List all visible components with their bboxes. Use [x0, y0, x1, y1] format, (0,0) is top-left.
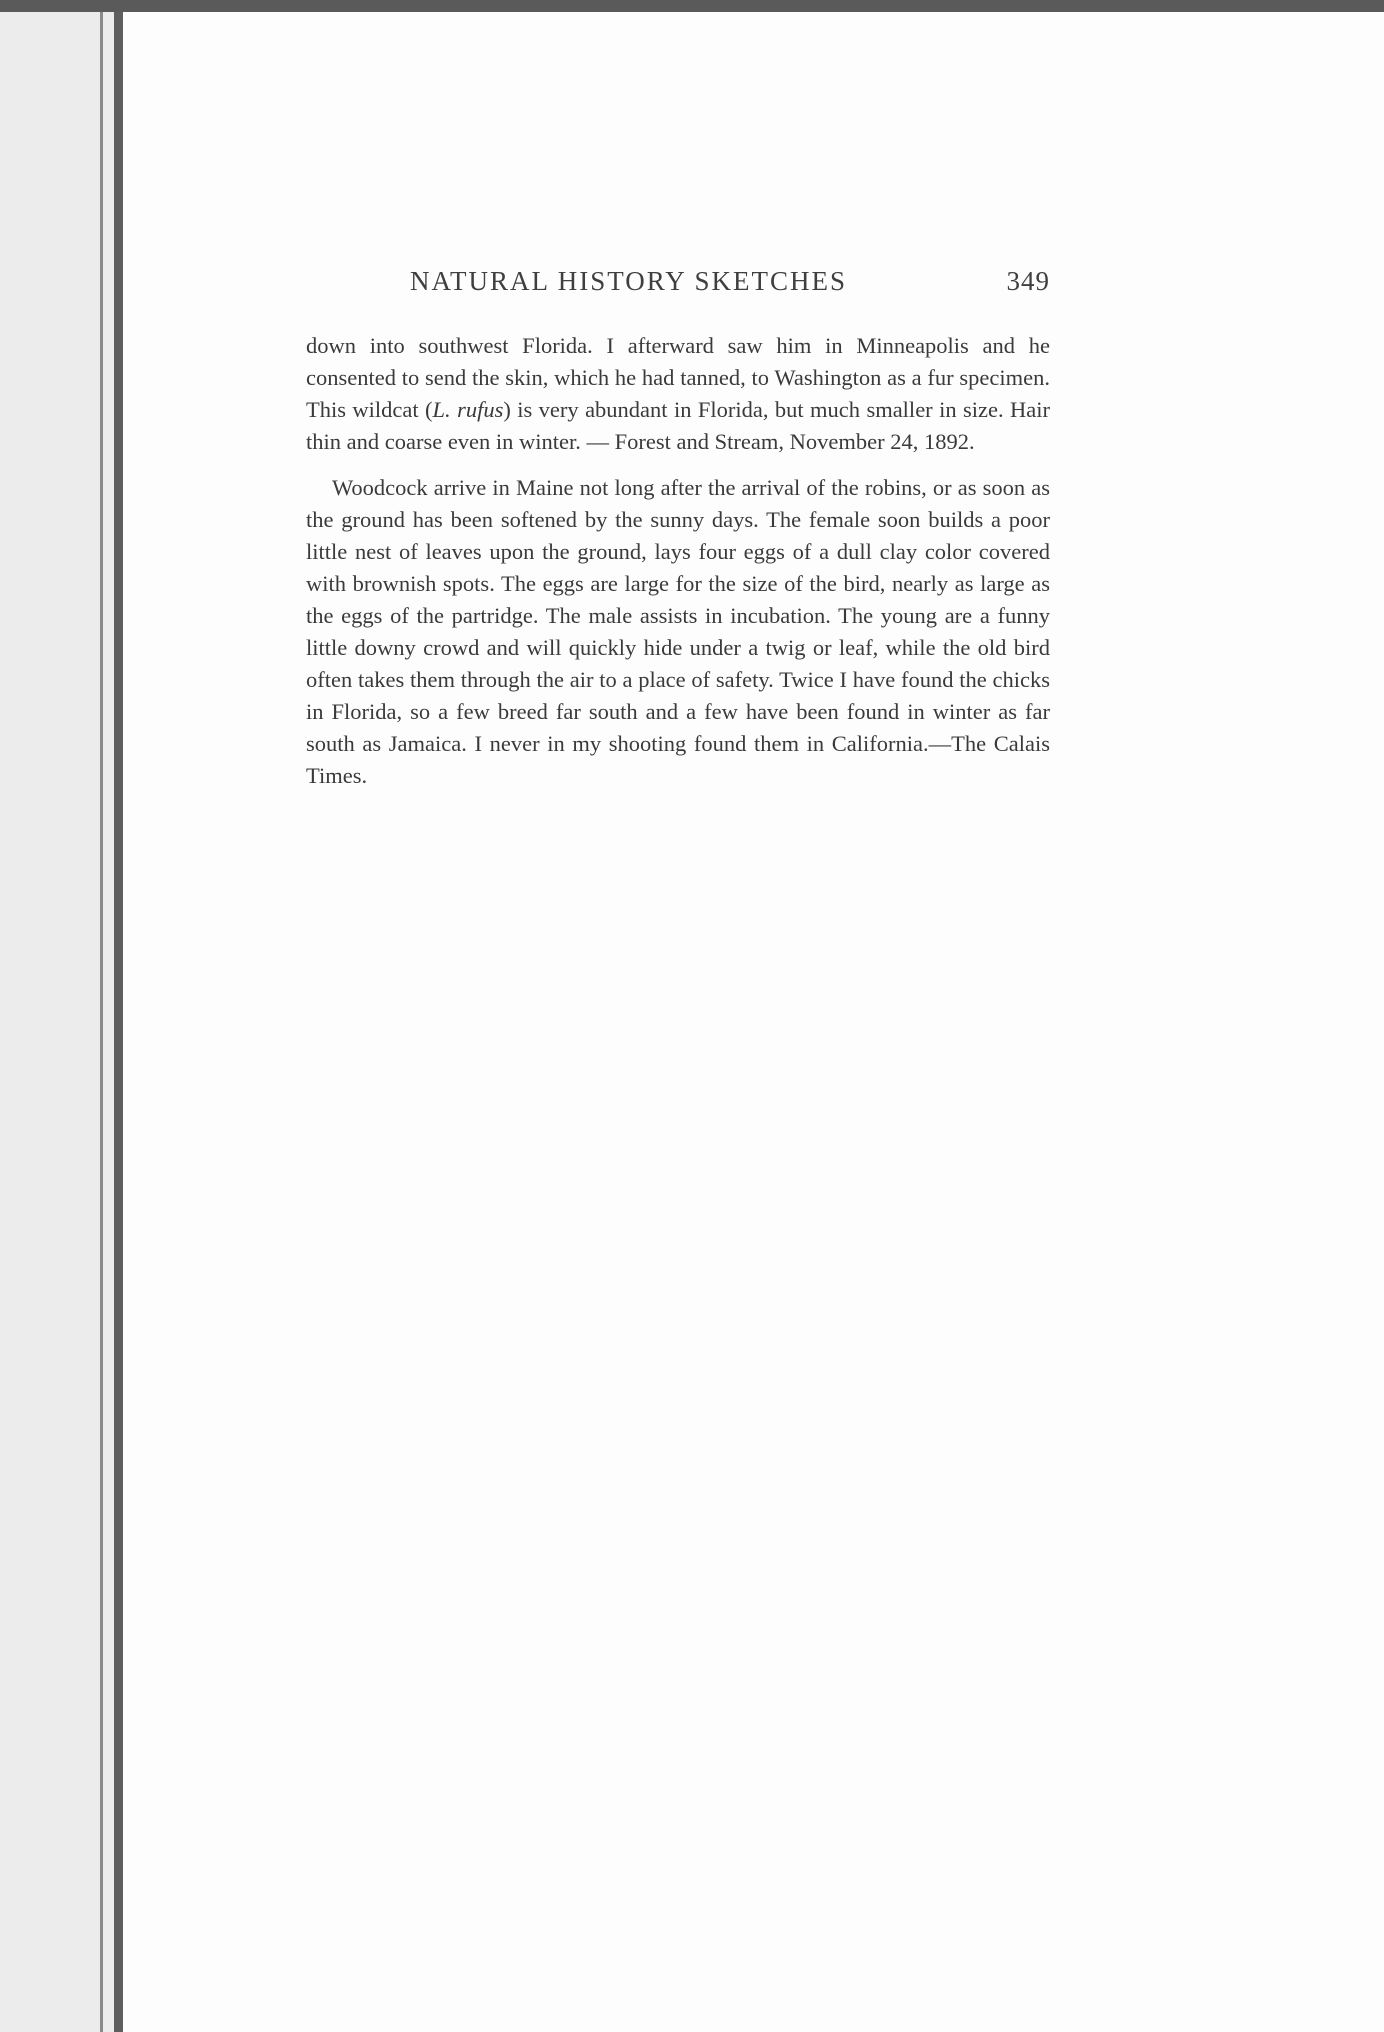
body-text [306, 330, 1050, 792]
paragraph-woodcock: Woodcock arrive in Maine not long after the arrival of the robins, or as soon as the ground has been softened by the sunny days. The female soon builds a poor little nest of leaves upon the ground, lays four eggs of a dull clay color covered with brownish spots. The eggs are large for the size of the bird, nearly as large as the eggs of the partridge. The male assists in incubation. The young are a funny little downy crowd and will quickly hide under a twig or leaf, while the old bird often takes them through the air to a place of safety. Twice I have found the chicks in Florida, so a few breed far south and a few have been found in winter as far south as Jamaica. I never in my shooting found them in California.—The Calais Times. [306, 475, 1050, 788]
scan-top-edge [0, 0, 1384, 12]
running-head-title: NATURAL HISTORY SKETCHES [410, 266, 848, 296]
page-number: 349 [1006, 266, 1050, 296]
book-spine-shadow [100, 12, 103, 2032]
paragraph-wildcat-text-after: ) is very abundant in Florida, but much smaller in size. Hair thin and coarse even in winter. — Forest and Stream, November 24, 1892. [306, 397, 1050, 454]
paragraph-wildcat [306, 330, 1050, 458]
running-head [410, 266, 1050, 306]
book-spine [114, 12, 123, 2032]
paragraph-wildcat-text-before: down into southwest Florida. I afterward saw him in Minneapolis and he consented to send the skin, which he had tanned, to Washington as a fur specimen. This wildcat ( [306, 333, 1050, 422]
species-name-italic: L. rufus [432, 397, 504, 422]
book-page [123, 12, 1384, 2032]
